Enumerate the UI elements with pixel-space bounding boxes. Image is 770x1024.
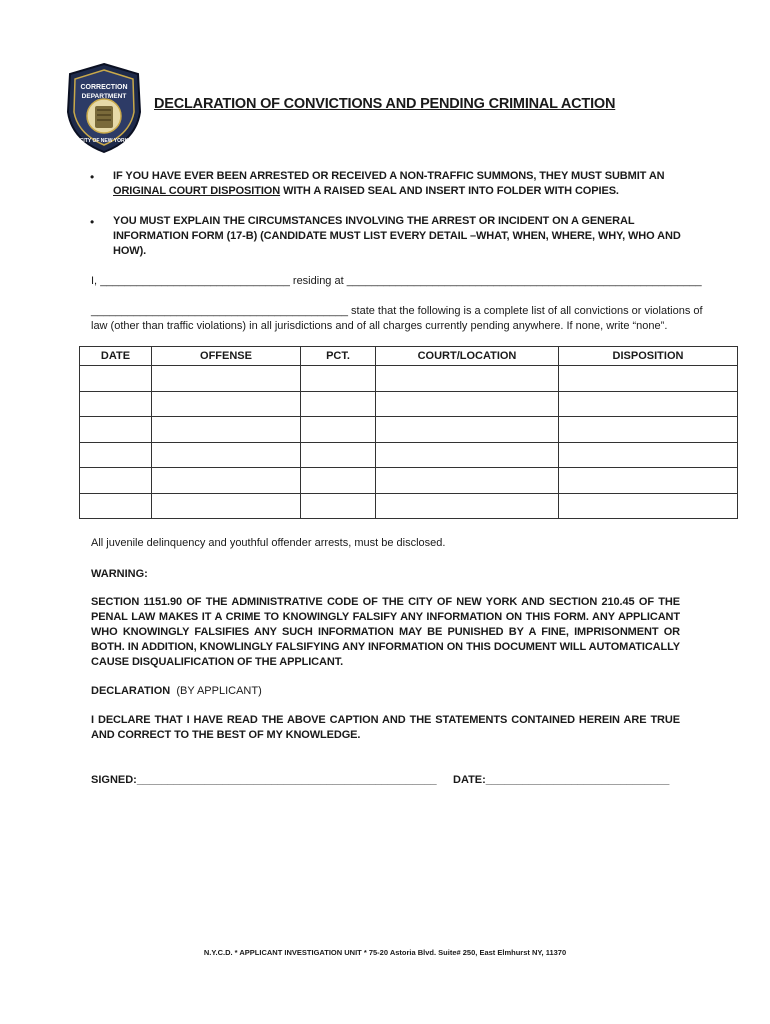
table-cell[interactable] (80, 442, 152, 468)
convictions-table (79, 346, 738, 519)
table-cell[interactable] (152, 468, 301, 494)
juvenile-note: All juvenile delinquency and youthful offender arrests, must be disclosed. (91, 537, 446, 549)
header-offense: OFFENSE (152, 347, 301, 366)
table-cell[interactable] (301, 493, 376, 519)
table-cell[interactable] (80, 468, 152, 494)
table-cell[interactable] (80, 366, 152, 392)
table-cell[interactable] (559, 391, 738, 417)
bullet-1-underlined: ORIGINAL COURT DISPOSITION (113, 185, 281, 197)
bullet-item-1 (113, 169, 683, 199)
warning-label: WARNING: (91, 568, 148, 580)
table-cell[interactable] (376, 417, 559, 443)
table-cell[interactable] (301, 417, 376, 443)
signature-line (91, 773, 437, 788)
statement-line-2 (91, 304, 703, 319)
table-cell[interactable] (376, 366, 559, 392)
header-court-location: COURT/LOCATION (376, 347, 559, 366)
table-cell[interactable] (152, 391, 301, 417)
statement-line-3: law (other than traffic violations) in all jurisdictions and of all charges currently pending anywhere. If none, write “none”. (91, 320, 668, 332)
table-cell[interactable] (559, 442, 738, 468)
table-row (80, 468, 738, 494)
bullet-1-line2 (113, 184, 683, 199)
name-continued-field[interactable]: __________________________________________ (91, 305, 348, 317)
header-disposition: DISPOSITION (559, 347, 738, 366)
svg-text:CITY OF NEW YORK: CITY OF NEW YORK (79, 138, 129, 144)
signed-label: SIGNED: (91, 774, 137, 786)
table-header-row (80, 347, 738, 366)
table-cell[interactable] (559, 493, 738, 519)
name-field[interactable]: _______________________________ (100, 275, 290, 287)
bullet-icon: • (90, 170, 95, 184)
table-cell[interactable] (559, 468, 738, 494)
table-cell[interactable] (152, 366, 301, 392)
header-date: DATE (80, 347, 152, 366)
footer-address: N.Y.C.D. * APPLICANT INVESTIGATION UNIT * 75-20 Astoria Blvd. Suite# 250, East Elmhurst NY, 11370 (203, 948, 567, 957)
page-title: DECLARATION OF CONVICTIONS AND PENDING CRIMINAL ACTION (154, 96, 616, 112)
declaration-sub: (BY APPLICANT) (176, 685, 262, 697)
state-text: state that the following is a complete list of all convictions or violations of (351, 305, 703, 317)
table-cell[interactable] (376, 468, 559, 494)
table-cell[interactable] (152, 417, 301, 443)
table-row (80, 442, 738, 468)
date-field[interactable]: ______________________________ (485, 774, 670, 786)
declare-text: I DECLARE THAT I HAVE READ THE ABOVE CAPTION AND THE STATEMENTS CONTAINED HEREIN ARE TRUE AND CORRECT TO THE BEST OF MY KNOWLEDGE. (91, 714, 680, 741)
correction-department-logo (66, 62, 142, 154)
declaration-label: DECLARATION (91, 685, 171, 697)
table-cell[interactable] (301, 366, 376, 392)
bullet-item-2: YOU MUST EXPLAIN THE CIRCUMSTANCES INVOLVING THE ARREST OR INCIDENT ON A GENERAL INFORMATION FORM (17-B) (CANDIDATE MUST LIST EVERY DETAIL –WHAT, WHEN, WHERE, WHY, WHO AND HOW). (113, 215, 681, 257)
table-cell[interactable] (152, 442, 301, 468)
table-cell[interactable] (559, 366, 738, 392)
svg-text:CORRECTION: CORRECTION (80, 84, 128, 91)
residing-label: residing at (292, 275, 344, 287)
date-label: DATE: (453, 774, 486, 786)
table-row (80, 417, 738, 443)
table-cell[interactable] (301, 391, 376, 417)
date-line (453, 773, 669, 788)
table-row (80, 391, 738, 417)
statement-line-1 (91, 274, 702, 289)
table-cell[interactable] (301, 468, 376, 494)
header-pct: PCT. (301, 347, 376, 366)
table-cell[interactable] (376, 391, 559, 417)
table-row (80, 493, 738, 519)
table-cell[interactable] (80, 391, 152, 417)
declaration-heading (91, 684, 691, 699)
bullet-1-rest: WITH A RAISED SEAL AND INSERT INTO FOLDER WITH COPIES. (280, 185, 619, 197)
table-cell[interactable] (152, 493, 301, 519)
table-cell[interactable] (80, 417, 152, 443)
address-field[interactable]: __________________________________________________________ (346, 275, 702, 287)
table-cell[interactable] (559, 417, 738, 443)
table-cell[interactable] (376, 442, 559, 468)
i-label: I, (91, 275, 98, 287)
table-cell[interactable] (376, 493, 559, 519)
table-cell[interactable] (80, 493, 152, 519)
table-row (80, 366, 738, 392)
warning-text: SECTION 1151.90 OF THE ADMINISTRATIVE CODE OF THE CITY OF NEW YORK AND SECTION 210.45 OF THE PENAL LAW MAKES IT A CRIME TO KNOWINGLY FALSIFY ANY INFORMATION ON THIS FORM. ANY APPLICANT WHO KNOWINGLY FALSIFIES ANY SUCH INFORMATION MAY BE PUNISHED BY A FINE, IMPRISONMENT OR BOTH. IN ADDITION, KNOWLINGLY FALSIFYING ANY INFORMATION ON THIS DOCUMENT WILL AUTOMATICALLY CAUSE DISQUALIFICATION OF THE APPLICANT. (91, 596, 680, 668)
signature-field[interactable]: _________________________________________________ (136, 774, 437, 786)
bullet-icon: • (90, 215, 95, 229)
bullet-1-line1: IF YOU HAVE EVER BEEN ARRESTED OR RECEIVED A NON-TRAFFIC SUMMONS, THEY MUST SUBMIT AN (113, 170, 665, 182)
table-cell[interactable] (301, 442, 376, 468)
svg-text:DEPARTMENT: DEPARTMENT (81, 93, 127, 100)
